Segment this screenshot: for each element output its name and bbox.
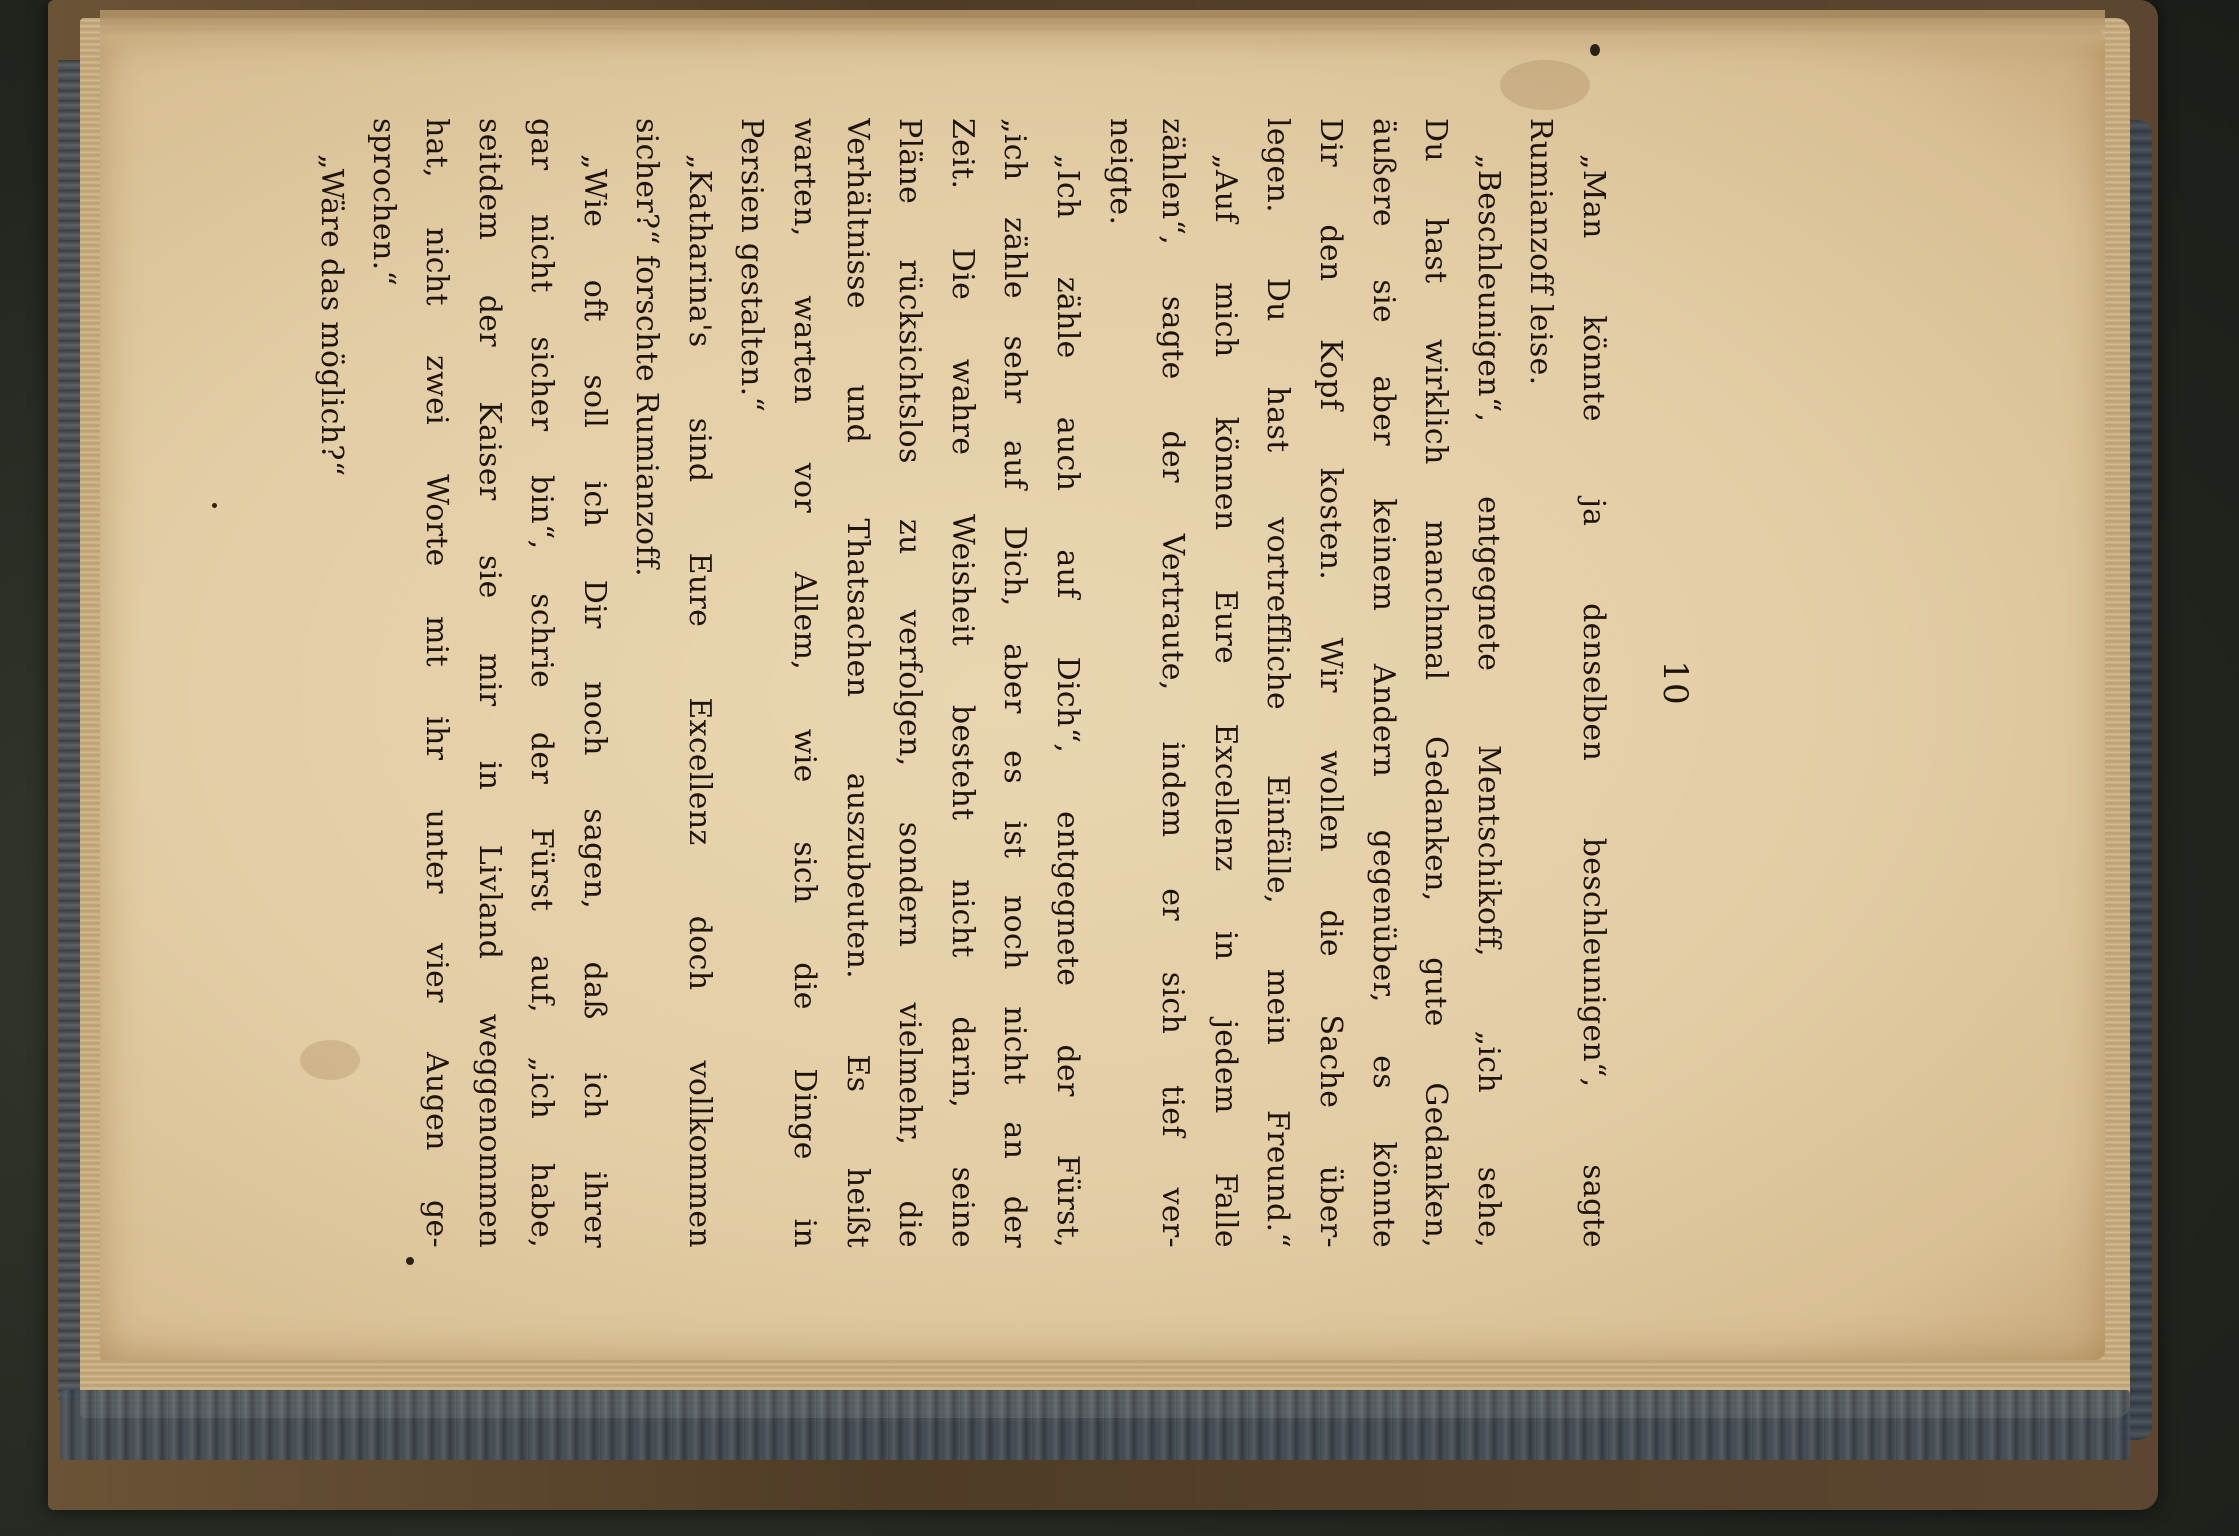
text-line: „Wie oft soll ich Dir noch sagen, daß ich ihrer (576, 154, 612, 1248)
paper-speck (212, 503, 217, 508)
text-line: „Wäre das möglich?“ (313, 154, 349, 477)
text-line: Du hast wirklich manchmal Gedanken, gute Gedanken, (1418, 118, 1454, 1248)
text-line: „Man könnte ja denselben beschleunigen“, sagte (1576, 154, 1611, 1248)
text-line: gar nicht sicher bin“, schrie der Fürst auf, „ich habe, (524, 118, 560, 1248)
text-line: „Beschleunigen“, entgegnete Mentschikoff, „ich sehe, (1470, 154, 1506, 1248)
text-line: legen. Du hast vortreffliche Einfälle, mein Freund.“ (1260, 118, 1296, 1248)
paper-stain (1500, 60, 1590, 110)
page-text-block (313, 118, 1695, 1248)
text-line: sprochen.“ (366, 118, 402, 287)
text-line: „Katharina's sind Eure Excellenz doch vollkommen (681, 154, 717, 1248)
cover-spine (60, 1390, 2130, 1460)
text-lines (304, 118, 1619, 1248)
text-line: Persien gestalten.“ (734, 118, 770, 413)
text-line: „Auf mich können Eure Excellenz in jedem Falle (1207, 154, 1243, 1248)
text-line: Verhältnisse und Thatsachen auszubeuten. Es heißt (839, 118, 875, 1248)
text-line: neigte. (1102, 118, 1138, 226)
page-gutter-shadow (100, 10, 2105, 54)
text-line: „ich zähle sehr auf Dich, aber es ist noch nicht an der (997, 118, 1033, 1248)
text-line: sicher?“ forschte Rumianzoff. (629, 118, 665, 577)
text-line: seitdem der Kaiser sie mir in Livland weggenommen (471, 118, 507, 1248)
paper-speck (1590, 44, 1600, 56)
text-line: zählen“, sagte der Vertraute, indem er sich tief ver- (1155, 118, 1191, 1248)
text-line: äußere sie aber keinem Andern gegenüber, es könnte (1365, 118, 1401, 1248)
text-line: Rumianzoff leise. (1523, 118, 1559, 386)
page-number: 10 (1655, 660, 1695, 706)
text-line: Zeit. Die wahre Weisheit besteht nicht darin, seine (944, 118, 980, 1248)
text-line: Pläne rücksichtslos zu verfolgen, sondern vielmehr, die (892, 118, 928, 1248)
text-line: Dir den Kopf kosten. Wir wollen die Sache über- (1313, 118, 1349, 1248)
paper-speck (406, 1257, 414, 1265)
text-line: warten, warten vor Allem, wie sich die Dinge in (787, 118, 823, 1248)
text-line: hat, nicht zwei Worte mit ihr unter vier Augen ge- (418, 118, 454, 1248)
text-line: „Ich zähle auch auf Dich“, entgegnete der Fürst, (1050, 154, 1086, 1248)
